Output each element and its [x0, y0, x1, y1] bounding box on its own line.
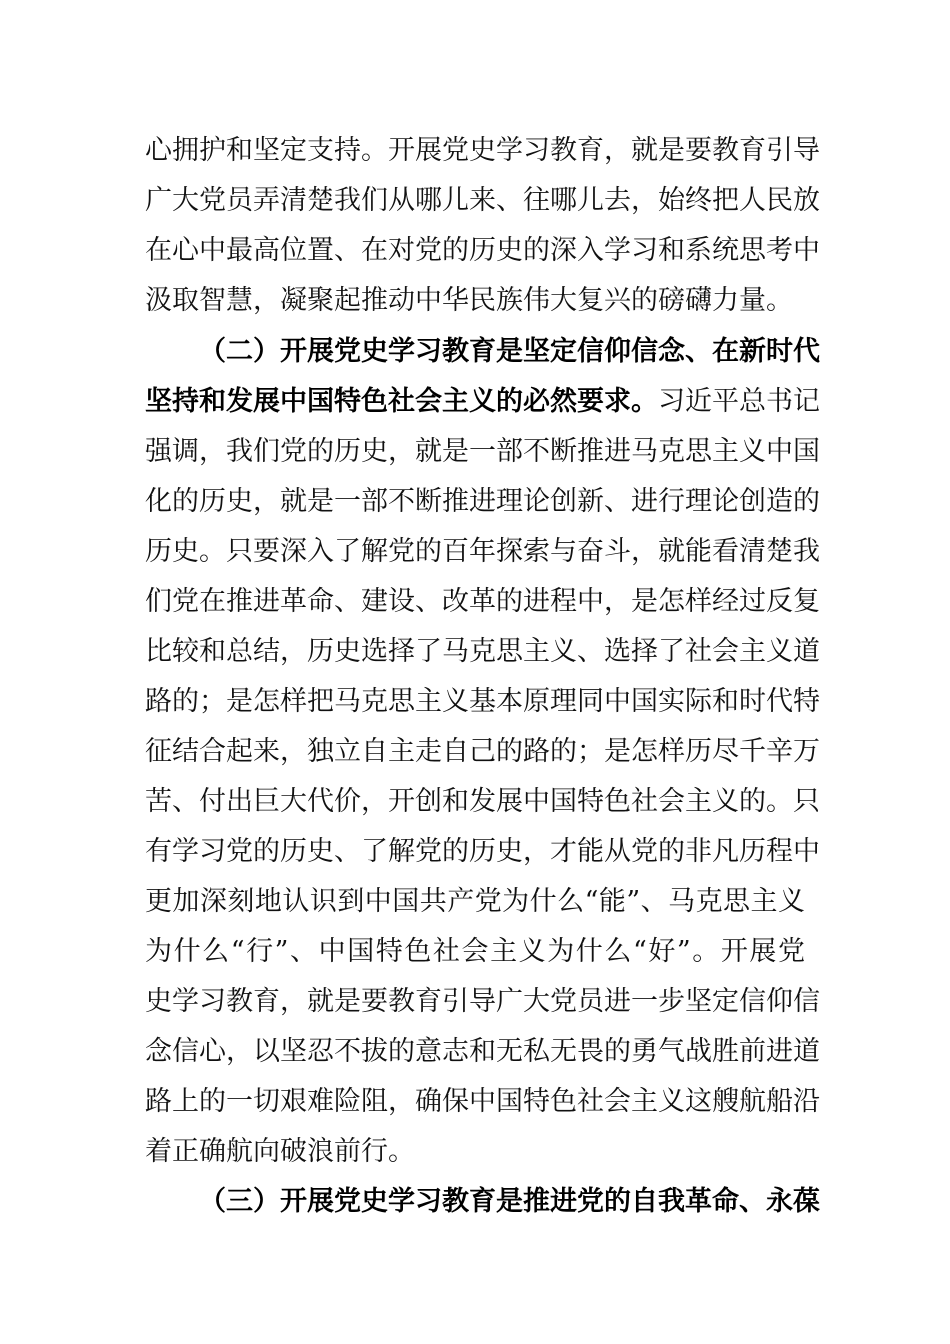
body-text-line: 比较和总结，历史选择了马克思主义、选择了社会主义道	[145, 636, 820, 667]
body-text-line: 路的；是怎样把马克思主义基本原理同中国实际和时代特	[145, 686, 820, 717]
section-heading-2-continuation	[145, 382, 820, 422]
body-text-line: 们党在推进革命、建设、改革的进程中，是怎样经过反复	[145, 586, 820, 617]
body-text-line: 苦、付出巨大代价，开创和发展中国特色社会主义的。只	[145, 786, 820, 817]
body-text-line: 心拥护和坚定支持。开展党史学习教育，就是要教育引导	[145, 135, 820, 166]
body-text-line: 着正确航向破浪前行。	[145, 1136, 415, 1167]
body-text-line: 为什么“行”、中国特色社会主义为什么“好”。开展党	[145, 936, 805, 967]
body-text-line: 在心中最高位置、在对党的历史的深入学习和系统思考中	[145, 235, 820, 266]
body-text-line: 汲取智慧，凝聚起推动中华民族伟大复兴的磅礴力量。	[145, 285, 793, 316]
body-text-line: 有学习党的历史、了解党的历史，才能从党的非凡历程中	[145, 836, 820, 867]
body-text-line: 史学习教育，就是要教育引导广大党员进一步坚定信仰信	[145, 986, 820, 1017]
body-text-line: 更加深刻地认识到中国共产党为什么“能”、马克思主义	[145, 886, 805, 917]
body-text-line: 广大党员弄清楚我们从哪儿来、往哪儿去，始终把人民放	[145, 185, 820, 216]
body-text-line: 征结合起来，独立自主走自己的路的；是怎样历尽千辛万	[145, 736, 820, 767]
body-text-line: 强调，我们党的历史，就是一部不断推进马克思主义中国	[145, 436, 820, 467]
section-heading-2-tail: 坚持和发展中国特色社会主义的必然要求。	[145, 386, 658, 417]
section-heading-3: （三）开展党史学习教育是推进党的自我革命、永葆	[199, 1186, 820, 1217]
body-text-line: 化的历史，就是一部不断推进理论创新、进行理论创造的	[145, 486, 820, 517]
body-text-line: 念信心，以坚忍不拔的意志和无私无畏的勇气战胜前进道	[145, 1036, 820, 1067]
body-text-span: 习近平总书记	[658, 386, 820, 417]
section-heading-2: （二）开展党史学习教育是坚定信仰信念、在新时代	[199, 336, 820, 367]
body-text-line: 历史。只要深入了解党的百年探索与奋斗，就能看清楚我	[145, 536, 820, 567]
body-text-line: 路上的一切艰难险阻，确保中国特色社会主义这艘航船沿	[145, 1086, 820, 1117]
